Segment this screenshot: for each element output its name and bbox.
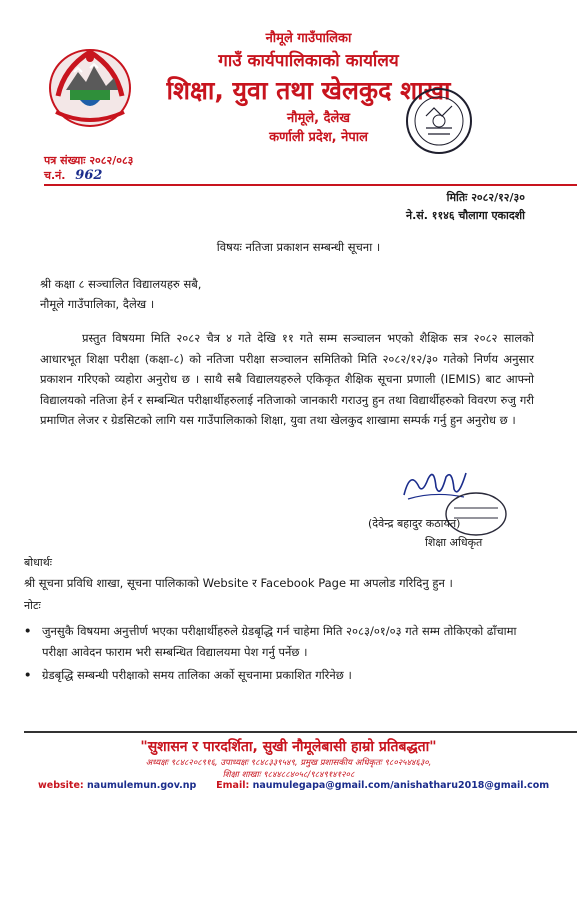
website-link[interactable]: naumulemun.gov.np	[87, 780, 197, 791]
note-label: नोटः	[24, 599, 41, 612]
cc-label: बोधार्थः	[24, 556, 52, 569]
section-name: शिक्षा, युवा तथा खेलकुद शाखा	[166, 76, 451, 105]
subject-line: विषयः नतिजा प्रकाशन सम्बन्धी सूचना ।	[216, 240, 381, 254]
note-item-text: ग्रेडबृद्धि सम्बन्धी परीक्षाको समय तालिका अर्को सूचनामा प्रकाशित गरिनेछ ।	[42, 668, 352, 682]
municipality-name: नौमूले गाउँपालिका	[265, 31, 352, 46]
addressee-line-2: नौमूले गाउँपालिका, दैलेख ।	[40, 297, 155, 311]
footer-motto: "सुशासन र पारदर्शिता, सुखी नौमूलेबासी हाम्रो प्रतिबद्धता"	[140, 739, 437, 755]
header-divider	[44, 184, 577, 186]
cc-text: श्री सूचना प्रविधि शाखा, सूचना पालिकाको Website र Facebook Page मा अपलोड गरिदिनु हुन ।	[24, 576, 453, 590]
dispatch-number	[44, 168, 102, 183]
chalani-label: च.नं.	[44, 169, 66, 182]
chalani-value: 962	[75, 168, 103, 183]
date-line: मितिः २०८२/१२/३०	[446, 191, 525, 204]
email-label: Email:	[216, 780, 250, 791]
footer-divider	[24, 731, 577, 733]
footer-contacts-2: शिक्षा शाखाः ९८४४८८४०५८/९८४९१४१२०८	[222, 770, 355, 780]
note-item	[24, 621, 532, 663]
notice-body: प्रस्तुत विषयमा मिति २०८२ चैत्र ४ गते देखि ११ गते सम्म सञ्चालन भएको शैक्षिक सत्र २०८२ सालको आधारभूत शिक्षा परीक्षा (कक्षा-८) को नतिजा परीक्षा सञ्चालन समितिको मिति २०८२/१२/३० गतेको निर्णय अनुसार प्रकाशन गरिएको व्यहोरा अनुरोध छ । साथै सबै विद्यालयहरुले एकिकृत शैक्षिक सूचना प्रणाली (IEMIS) बाट आफ्नो विद्यालयको नतिजा हेर्न र सम्बन्धित परीक्षार्थीहरुलाई नतिजाको जानकारी गराउनु हुन तथा विद्यार्थीहरुको विवरण रुजु गरी प्रमाणित लेजर र ग्रेडसिटको लागि यस गाउँपालिकाको शिक्षा, युवा तथा खेलकुद शाखामा सम्पर्क गर्नु हुन अनुरोध छ ।	[40, 331, 534, 428]
office-name: गाउँ कार्यपालिकाको कार्यालय	[218, 51, 399, 71]
bullet-icon: •	[24, 668, 32, 682]
signer-title: शिक्षा अधिकृत	[425, 536, 483, 549]
reference-number	[44, 153, 133, 168]
patra-label: पत्र संख्याः	[44, 154, 86, 167]
email-link[interactable]: naumulegapa@gmail.com/anishatharu2018@gmail.com	[252, 780, 550, 791]
note-item	[24, 665, 532, 686]
website-label: website:	[38, 780, 84, 791]
province-country: कर्णाली प्रदेश, नेपाल	[269, 130, 368, 145]
footer-contacts-1: अध्यक्षः ९८४८२०८९१६, उपाध्यक्षः ९८४८३३९५४९, प्रमुख प्रशासकीय अधिकृतः ९८०२५४४६३०,	[145, 758, 432, 768]
bullet-icon: •	[24, 624, 32, 638]
signer-name: (देवेन्द्र बहादुर कठायत)	[368, 517, 461, 530]
footer-web-email	[38, 780, 549, 791]
patra-value: २०८२/०८३	[89, 154, 134, 167]
office-location: नौमूले, दैलेख	[287, 111, 350, 126]
addressee-line-1: श्री कक्षा ८ सञ्चालित विद्यालयहरु सबै,	[40, 277, 202, 291]
nepal-sambat-date: ने.सं. ११४६ चौलागा एकादशी	[406, 209, 525, 222]
office-seal-stamp	[404, 86, 474, 156]
note-item-text: जुनसुकै विषयमा अनुत्तीर्ण भएका परीक्षार्थीहरुले ग्रेडबृद्धि गर्न चाहेमा मिति २०८३/०१/०३ गते सम्म तोकिएको ढाँचामा परीक्षा आवेदन फाराम भरी सम्बन्धित विद्यालयमा पेश गर्नु पर्नेछ ।	[42, 624, 517, 659]
